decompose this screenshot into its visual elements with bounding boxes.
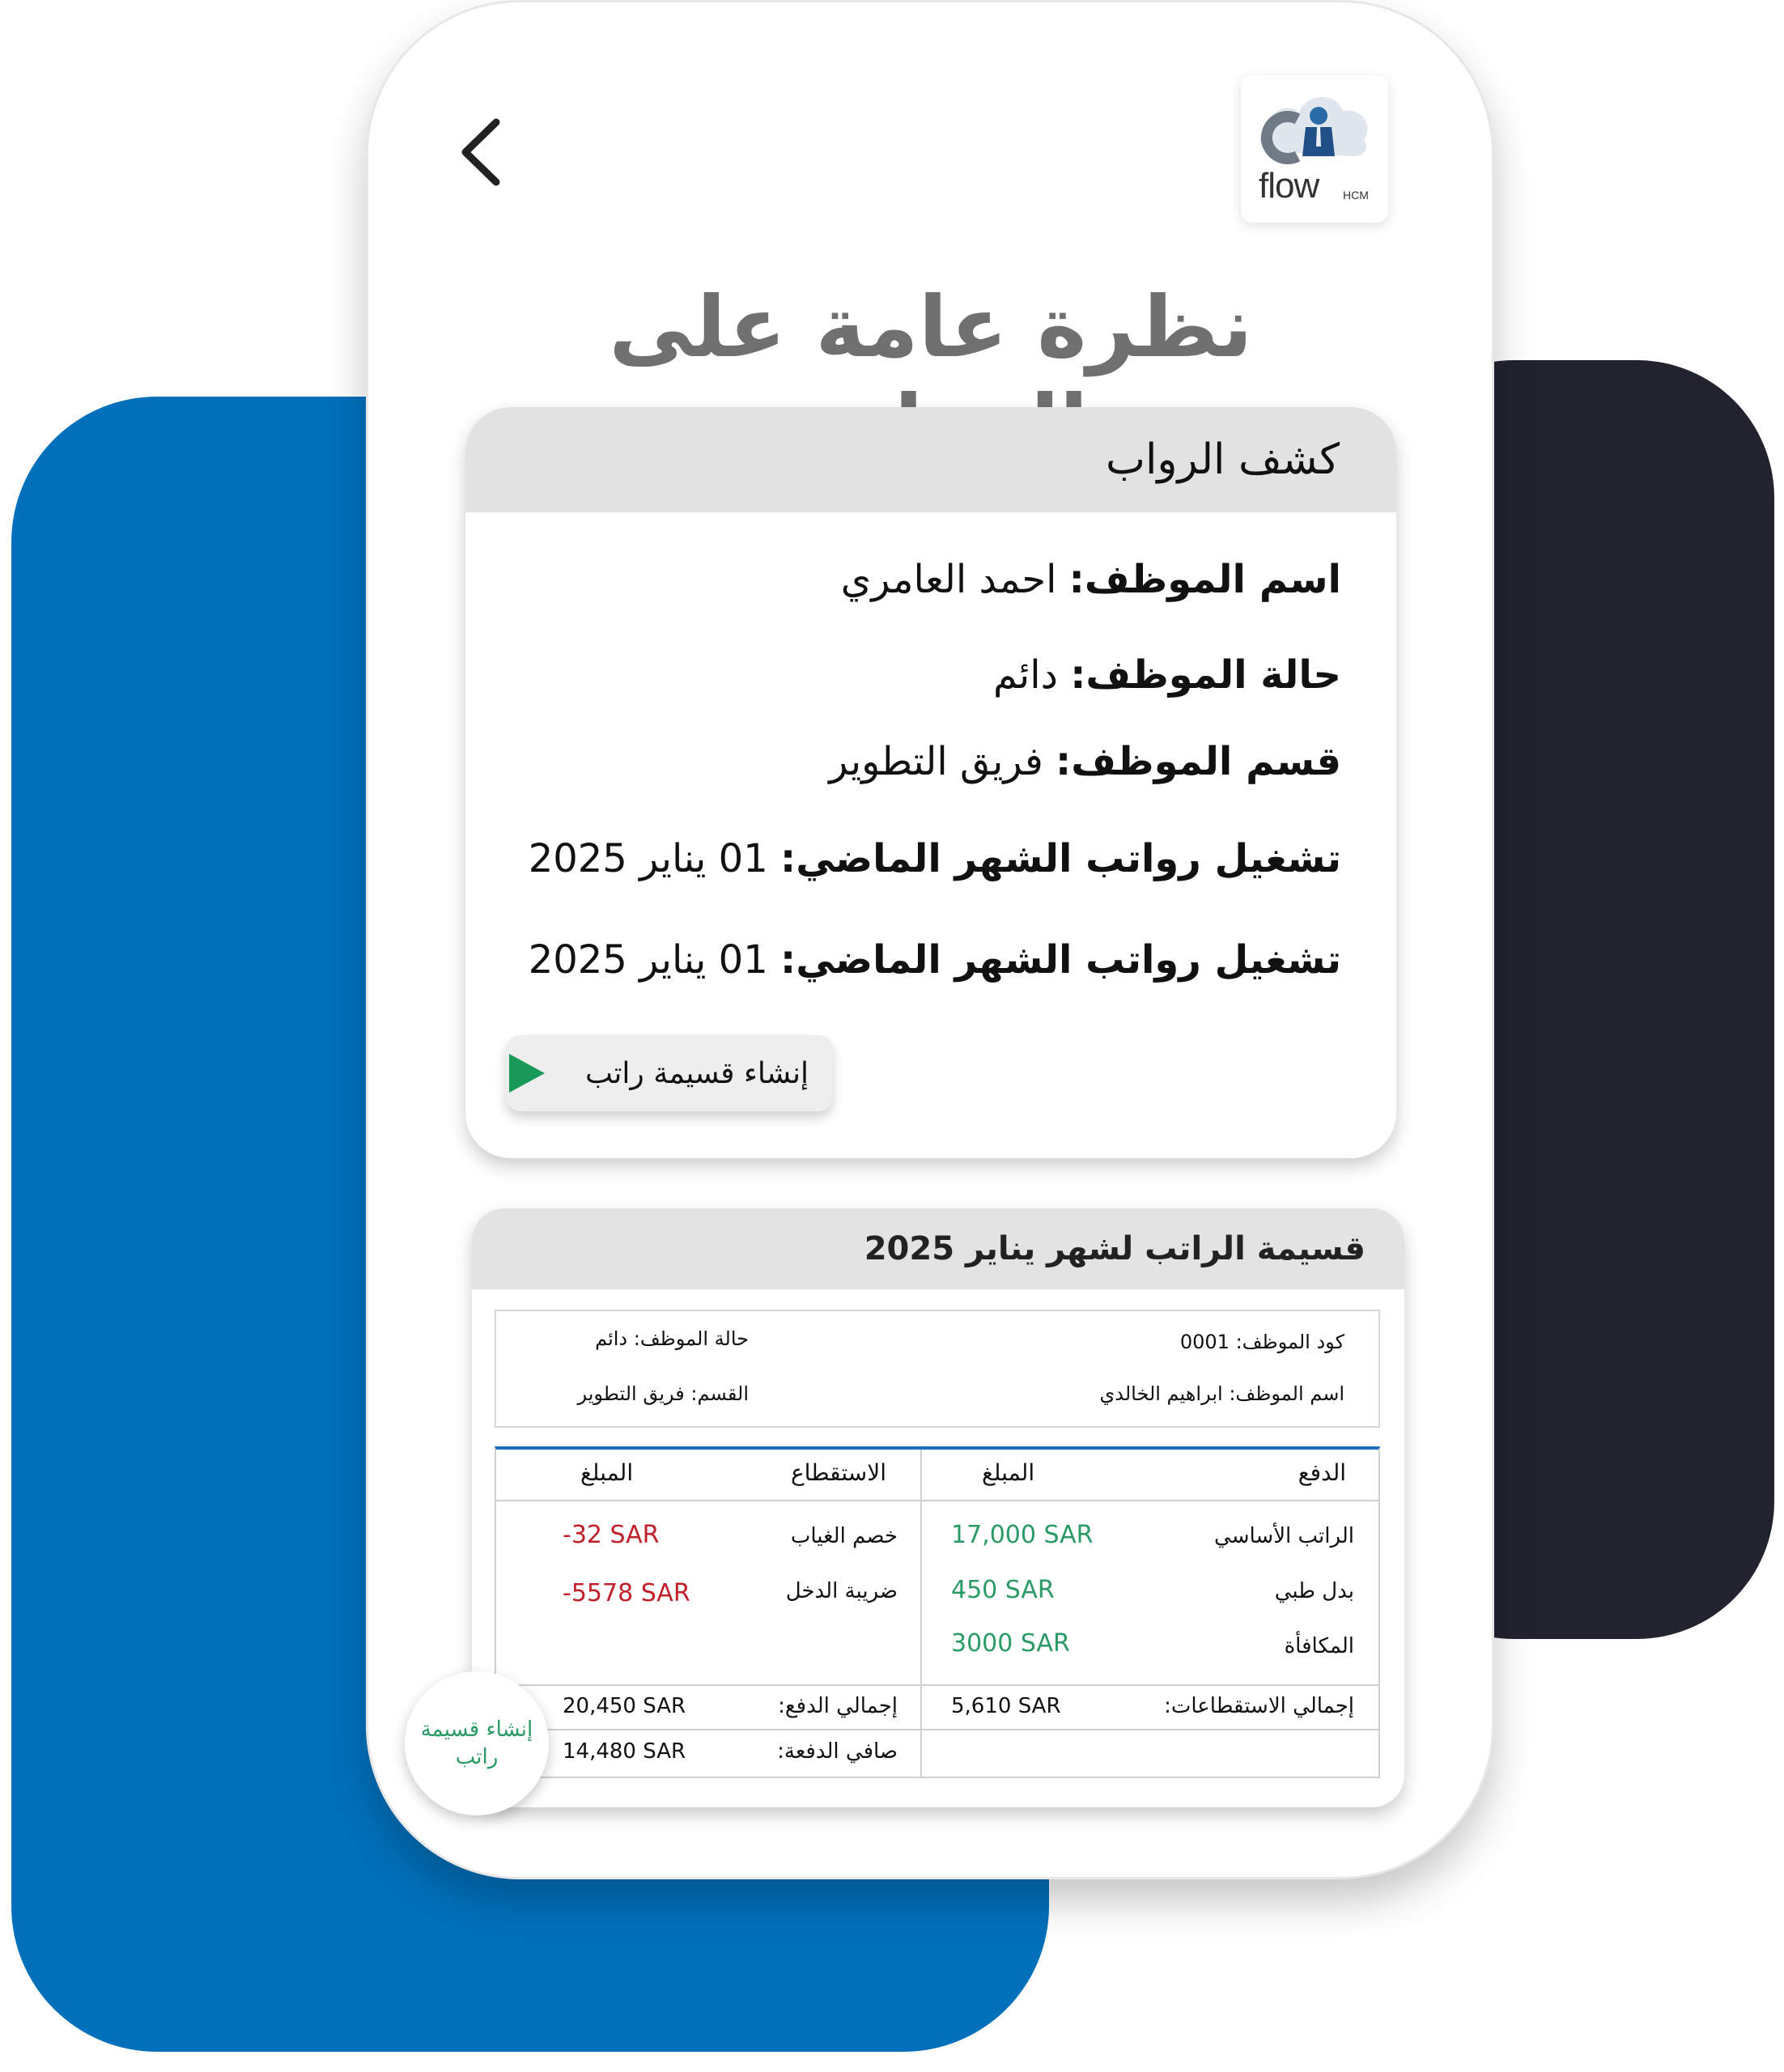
meta-value: فريق التطوير: [577, 1382, 685, 1405]
payment-amount: 17,000 SAR: [951, 1521, 1094, 1549]
net-pay-label: صافي الدفعة:: [777, 1739, 898, 1764]
floating-generate-payslip-button[interactable]: [405, 1671, 549, 1815]
back-button[interactable]: [449, 116, 522, 189]
row-label: تشغيل رواتب الشهر الماضي:: [780, 937, 1341, 983]
chevron-left-icon: [449, 116, 522, 189]
row-divider: [496, 1729, 1378, 1730]
payroll-card-title: كشف الرواب: [465, 407, 1396, 512]
page-title: نظرة عامة على: [609, 278, 1253, 376]
generate-payslip-label: إنشاء قسيمة راتب: [585, 1056, 809, 1090]
meta-label: حالة الموظف:: [633, 1327, 749, 1350]
payment-name: بدل طبي: [1274, 1579, 1354, 1603]
phone-screen: [366, 0, 1494, 1879]
deduction-amount: -32 SAR: [563, 1521, 660, 1549]
logo-wordmark: flow: [1259, 166, 1319, 206]
header-deduction: الاستقطاع: [790, 1459, 886, 1486]
meta-label: كود الموظف:: [1235, 1331, 1344, 1353]
payroll-summary-card: [465, 407, 1396, 1158]
payslip-table: [495, 1446, 1380, 1778]
payment-name: المكافأة: [1284, 1634, 1354, 1658]
employee-status-row: [993, 652, 1341, 698]
total-deductions-value: 5,610 SAR: [951, 1694, 1061, 1718]
header-amount: المبلغ: [982, 1459, 1035, 1486]
employee-department: [577, 1382, 749, 1405]
deduction-amount: -5578 SAR: [563, 1579, 690, 1607]
row-value: فريق التطوير: [829, 739, 1043, 784]
deduction-name: خصم الغياب: [790, 1524, 898, 1548]
meta-label: القسم:: [690, 1382, 749, 1405]
row-label: قسم الموظف:: [1056, 739, 1341, 784]
row-value: دائم: [992, 652, 1058, 698]
payslip-meta: [495, 1310, 1380, 1428]
meta-label: اسم الموظف:: [1229, 1382, 1344, 1405]
header-amount: المبلغ: [580, 1459, 634, 1486]
row-label: حالة الموظف:: [1070, 652, 1341, 698]
total-deductions-label: إجمالي الاستقطاعات:: [1164, 1694, 1354, 1718]
meta-value: دائم: [595, 1327, 628, 1350]
floating-button-label: إنشاء قسيمة راتب: [420, 1717, 533, 1769]
last-payroll-row: [529, 937, 1341, 983]
row-value: 01 يناير 2025: [528, 836, 768, 881]
row-value: احمد العامري: [840, 557, 1057, 602]
logo-suffix: HCM: [1343, 189, 1369, 202]
deduction-name: ضريبة الدخل: [785, 1579, 898, 1603]
meta-value: 0001: [1179, 1331, 1230, 1353]
play-icon: [509, 1054, 545, 1093]
row-label: تشغيل رواتب الشهر الماضي:: [780, 836, 1341, 881]
net-pay-value: 14,480 SAR: [563, 1739, 686, 1764]
payment-amount: 3000 SAR: [951, 1629, 1070, 1658]
total-pay-label: إجمالي الدفع:: [778, 1694, 898, 1718]
cloud-person-icon: [1241, 75, 1388, 172]
company-logo: [1241, 75, 1388, 223]
header-payment: الدفع: [1298, 1459, 1346, 1486]
payslip-card: [472, 1208, 1404, 1807]
employee-name-row: [841, 557, 1341, 602]
payslip-title: قسيمة الراتب لشهر يناير 2025: [472, 1208, 1404, 1289]
row-divider: [496, 1500, 1378, 1501]
meta-value: ابراهيم الخالدي: [1099, 1382, 1223, 1405]
row-value: 01 يناير 2025: [528, 937, 768, 983]
employee-status: [595, 1327, 749, 1350]
employee-code: [1180, 1331, 1344, 1353]
last-payroll-row: [529, 836, 1341, 881]
column-divider: [920, 1450, 922, 1777]
row-divider: [496, 1684, 1378, 1686]
employee-department-row: [829, 739, 1341, 784]
generate-payslip-button[interactable]: [506, 1035, 833, 1111]
payment-name: الراتب الأساسي: [1214, 1524, 1354, 1548]
employee-name: [1099, 1382, 1344, 1405]
total-pay-value: 20,450 SAR: [563, 1694, 686, 1718]
row-label: اسم الموظف:: [1068, 557, 1341, 602]
payment-amount: 450 SAR: [951, 1576, 1055, 1604]
